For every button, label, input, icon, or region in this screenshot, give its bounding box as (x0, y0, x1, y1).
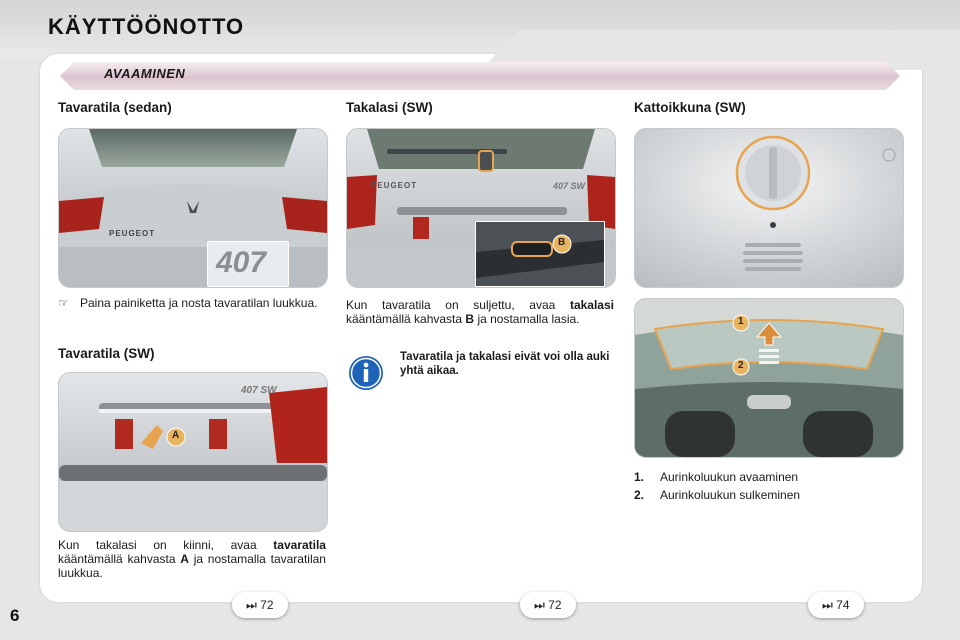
next-page-icon: ⏭ (822, 598, 833, 612)
page-ref-74[interactable] (808, 592, 864, 618)
list-item-number: 1. (634, 470, 645, 484)
rear-glass-text-letter: B (465, 312, 475, 326)
rear-glass-text-2: kääntämällä kahvasta (346, 312, 463, 326)
info-icon (348, 355, 384, 391)
info-note: Tavaratila ja takalasi eivät voi olla auki yhtä aikaa. (400, 351, 610, 377)
cabin-roof-illustration (635, 299, 903, 457)
sw-trunk-text-bold: tavaratila (273, 538, 326, 552)
section-bar (60, 62, 900, 90)
heading-sunroof: Kattoikkuna (SW) (634, 100, 746, 115)
glass-brand-lettering: PEUGEOT (371, 181, 418, 190)
section-title: AVAAMINEN (104, 66, 186, 81)
pointing-hand-icon: ☞ (58, 296, 69, 310)
next-page-icon: ⏭ (534, 598, 545, 612)
handle-closeup-illustration (476, 222, 604, 286)
sunroof-steps (634, 468, 800, 504)
sw-trunk-text-3: ja nostamalla tavaratilan luukkua. (58, 552, 326, 580)
heading-rear-glass: Takalasi (SW) (346, 100, 433, 115)
sedan-brand-lettering: PEUGEOT (109, 229, 156, 238)
list-item-text: Aurinkoluukun sulkeminen (660, 488, 801, 502)
photo-trunk-sw (58, 372, 328, 532)
callout-b: B (558, 237, 566, 248)
roof-console-illustration (635, 129, 903, 287)
handle-inset (475, 221, 605, 287)
photo-rear-glass (346, 128, 616, 288)
photo-trunk-sedan (58, 128, 328, 288)
sw-trunk-text-1: Kun takalasi on kiinni, avaa (58, 538, 257, 552)
list-item (634, 486, 800, 504)
sw-badge-text: 407 SW (241, 385, 277, 396)
rear-glass-text (346, 298, 614, 326)
rear-glass-text-bold: takalasi (569, 298, 614, 312)
callout-2: 2 (738, 360, 744, 371)
callout-1: 1 (738, 316, 744, 327)
next-page-icon: ⏭ (246, 598, 257, 612)
heading-trunk-sedan: Tavaratila (sedan) (58, 100, 172, 115)
photo-sunroof-cabin (634, 298, 904, 458)
photo-sunroof-control (634, 128, 904, 288)
sw-trunk-text-letter: A (180, 552, 189, 566)
page-ref-number: 74 (836, 598, 850, 612)
page-ref-number: 72 (548, 598, 562, 612)
bullet-instruction (58, 296, 326, 310)
page-ref-number: 72 (260, 598, 274, 612)
glass-badge-text: 407 SW (553, 181, 586, 191)
rear-glass-text-1: Kun tavaratila on suljettu, avaa (346, 298, 556, 312)
page-title: KÄYTTÖÖNOTTO (48, 14, 245, 39)
bullet-text: Paina painiketta ja nosta tavaratilan luukkua. (80, 296, 318, 310)
page-ref-72-left[interactable] (232, 592, 288, 618)
page-ref-72-middle[interactable] (520, 592, 576, 618)
sw-trunk-text-2: kääntämällä kahvasta (58, 552, 176, 566)
heading-trunk-sw: Tavaratila (SW) (58, 346, 155, 361)
sw-trunk-text (58, 538, 326, 580)
list-item (634, 468, 800, 486)
list-item-text: Aurinkoluukun avaaminen (660, 470, 799, 484)
sedan-badge-text: 407 (216, 246, 267, 279)
sedan-badge-inset (207, 241, 289, 287)
sw-trunk-illustration (59, 373, 327, 531)
list-item-number: 2. (634, 488, 645, 502)
page-number: 6 (10, 606, 20, 625)
callout-a: A (172, 430, 180, 441)
rear-glass-text-3: ja nostamalla lasia. (477, 312, 580, 326)
